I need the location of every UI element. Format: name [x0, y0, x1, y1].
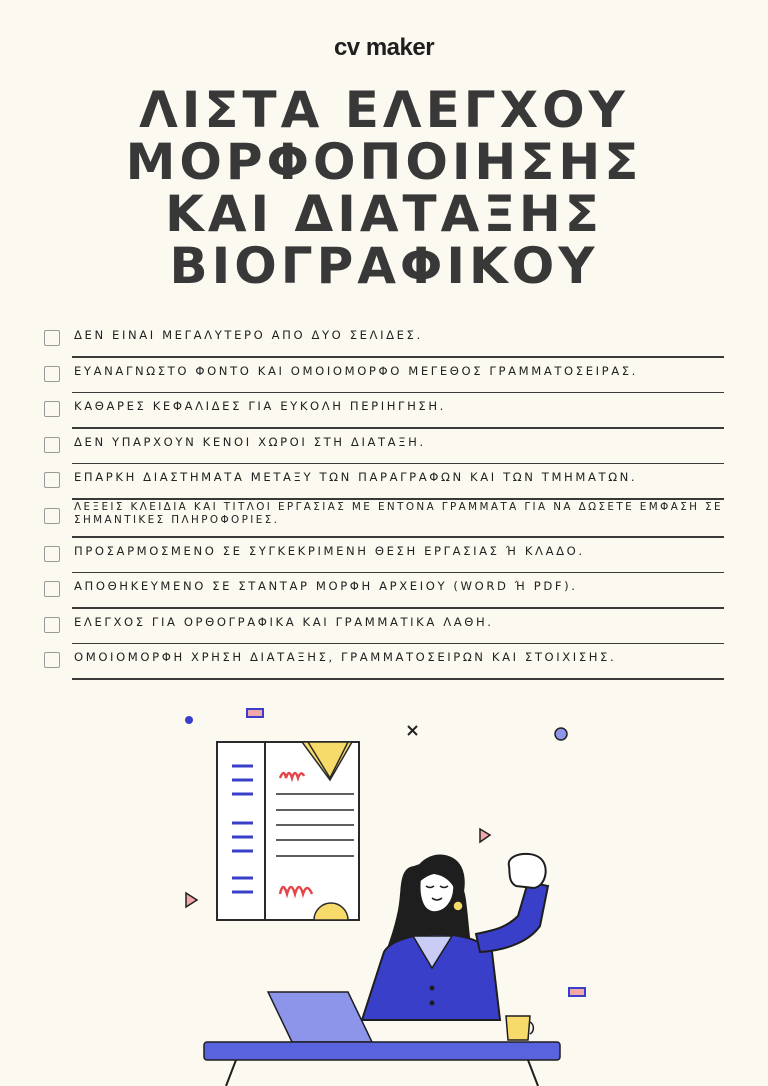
laptop-icon [268, 992, 372, 1042]
checklist-item[interactable] [44, 609, 724, 645]
checklist-item[interactable] [44, 500, 724, 538]
checklist-item-text: ΚΑΘΑΡΕΣ ΚΕΦΑΛΙΔΕΣ ΓΙΑ ΕΥΚΟΛΗ ΠΕΡΙΗΓΗΣΗ. [74, 399, 446, 413]
checklist-item-text: ΔΕΝ ΕΙΝΑΙ ΜΕΓΑΛΥΤΕΡΟ ΑΠΟ ΔΥΟ ΣΕΛΙΔΕΣ. [74, 328, 423, 342]
checklist-item[interactable] [44, 464, 724, 500]
confetti-x-icon [408, 726, 417, 735]
checkbox[interactable] [44, 330, 60, 346]
checklist-item[interactable] [44, 644, 724, 680]
title-line: ΛΙΣΤΑ ΕΛΕΓΧΟΥ [139, 81, 629, 139]
title-line: ΚΑΙ ΔΙΑΤΑΞΗΣ [165, 185, 603, 243]
title-line: ΒΙΟΓΡΑΦΙΚΟΥ [169, 237, 599, 295]
checklist-item-text: ΠΡΟΣΑΡΜΟΣΜΕΝΟ ΣΕ ΣΥΓΚΕΚΡΙΜΕΝΗ ΘΕΣΗ ΕΡΓΑΣΙΑΣ Ή ΚΛΑΔΟ. [74, 543, 585, 558]
checkbox[interactable] [44, 366, 60, 382]
checklist [44, 322, 724, 680]
desk-icon [204, 1042, 560, 1060]
checklist-item-text: ΟΜΟΙΟΜΟΡΦΗ ΧΡΗΣΗ ΔΙΑΤΑΞΗΣ, ΓΡΑΜΜΑΤΟΣΕΙΡΩΝ ΚΑΙ ΣΤΟΙΧΙΣΗΣ. [74, 650, 617, 664]
checklist-item[interactable] [44, 538, 724, 574]
desk-legs-icon [226, 1060, 538, 1086]
confetti-rect-icon [569, 988, 585, 996]
checkbox[interactable] [44, 652, 60, 668]
checklist-item-text: ΕΛΕΓΧΟΣ ΓΙΑ ΟΡΘΟΓΡΑΦΙΚΑ ΚΑΙ ΓΡΑΜΜΑΤΙΚΑ ΛΑΘΗ. [74, 614, 494, 629]
underline [72, 678, 724, 680]
title-line: ΜΟΡΦΟΠΟΙΗΣΗΣ [125, 133, 643, 191]
confetti-rect-icon [247, 709, 263, 717]
checkbox[interactable] [44, 472, 60, 488]
checklist-item[interactable] [44, 322, 724, 358]
confetti-dot-icon [555, 728, 567, 740]
checkbox[interactable] [44, 508, 60, 524]
woman-at-laptop-with-resume-illustration [0, 690, 768, 1086]
checklist-item[interactable] [44, 358, 724, 394]
confetti-triangle-icon [186, 893, 197, 907]
confetti-dot-icon [185, 716, 193, 724]
checklist-item[interactable] [44, 429, 724, 465]
checklist-item-text: ΕΠΑΡΚΗ ΔΙΑΣΤΗΜΑΤΑ ΜΕΤΑΞΥ ΤΩΝ ΠΑΡΑΓΡΑΦΩΝ ΚΑΙ ΤΩΝ ΤΜΗΜΑΤΩΝ. [74, 470, 638, 484]
resume-document-icon [217, 742, 359, 920]
checkbox[interactable] [44, 581, 60, 597]
checklist-item-text: ΑΠΟΘΗΚΕΥΜΕΝΟ ΣΕ ΣΤΑΝΤΑΡ ΜΟΡΦΗ ΑΡΧΕΙΟΥ (WORD Ή PDF). [74, 579, 578, 593]
checkbox[interactable] [44, 401, 60, 417]
page-title [0, 81, 768, 295]
checklist-item[interactable] [44, 393, 724, 429]
checklist-item[interactable] [44, 573, 724, 609]
woman-figure-icon [362, 854, 548, 1020]
checkbox[interactable] [44, 617, 60, 633]
checkbox[interactable] [44, 546, 60, 562]
coffee-mug-icon [506, 1016, 533, 1040]
confetti-triangle-icon [480, 829, 490, 842]
checklist-item-text: ΛΕΞΕΙΣ ΚΛΕΙΔΙΑ ΚΑΙ ΤΙΤΛΟΙ ΕΡΓΑΣΙΑΣ ΜΕ ΕΝΤΟΝΑ ΓΡΑΜΜΑΤΑ ΓΙΑ ΝΑ ΔΩΣΕΤΕ ΕΜΦΑΣΗ ΣΕ ΣΗΜΑΝΤΙΚΕΣ ΠΛΗΡΟΦΟΡΙΕΣ. [74, 500, 724, 526]
checklist-item-text: ΔΕΝ ΥΠΑΡΧΟΥΝ ΚΕΝΟΙ ΧΩΡΟΙ ΣΤΗ ΔΙΑΤΑΞΗ. [74, 434, 426, 449]
checkbox[interactable] [44, 437, 60, 453]
checklist-item-text: ΕΥΑΝΑΓΝΩΣΤΟ ΦΟΝΤΟ ΚΑΙ ΟΜΟΙΟΜΟΡΦΟ ΜΕΓΕΘΟΣ ΓΡΑΜΜΑΤΟΣΕΙΡΑΣ. [74, 363, 638, 378]
cv-maker-logo: cv maker [333, 34, 435, 61]
